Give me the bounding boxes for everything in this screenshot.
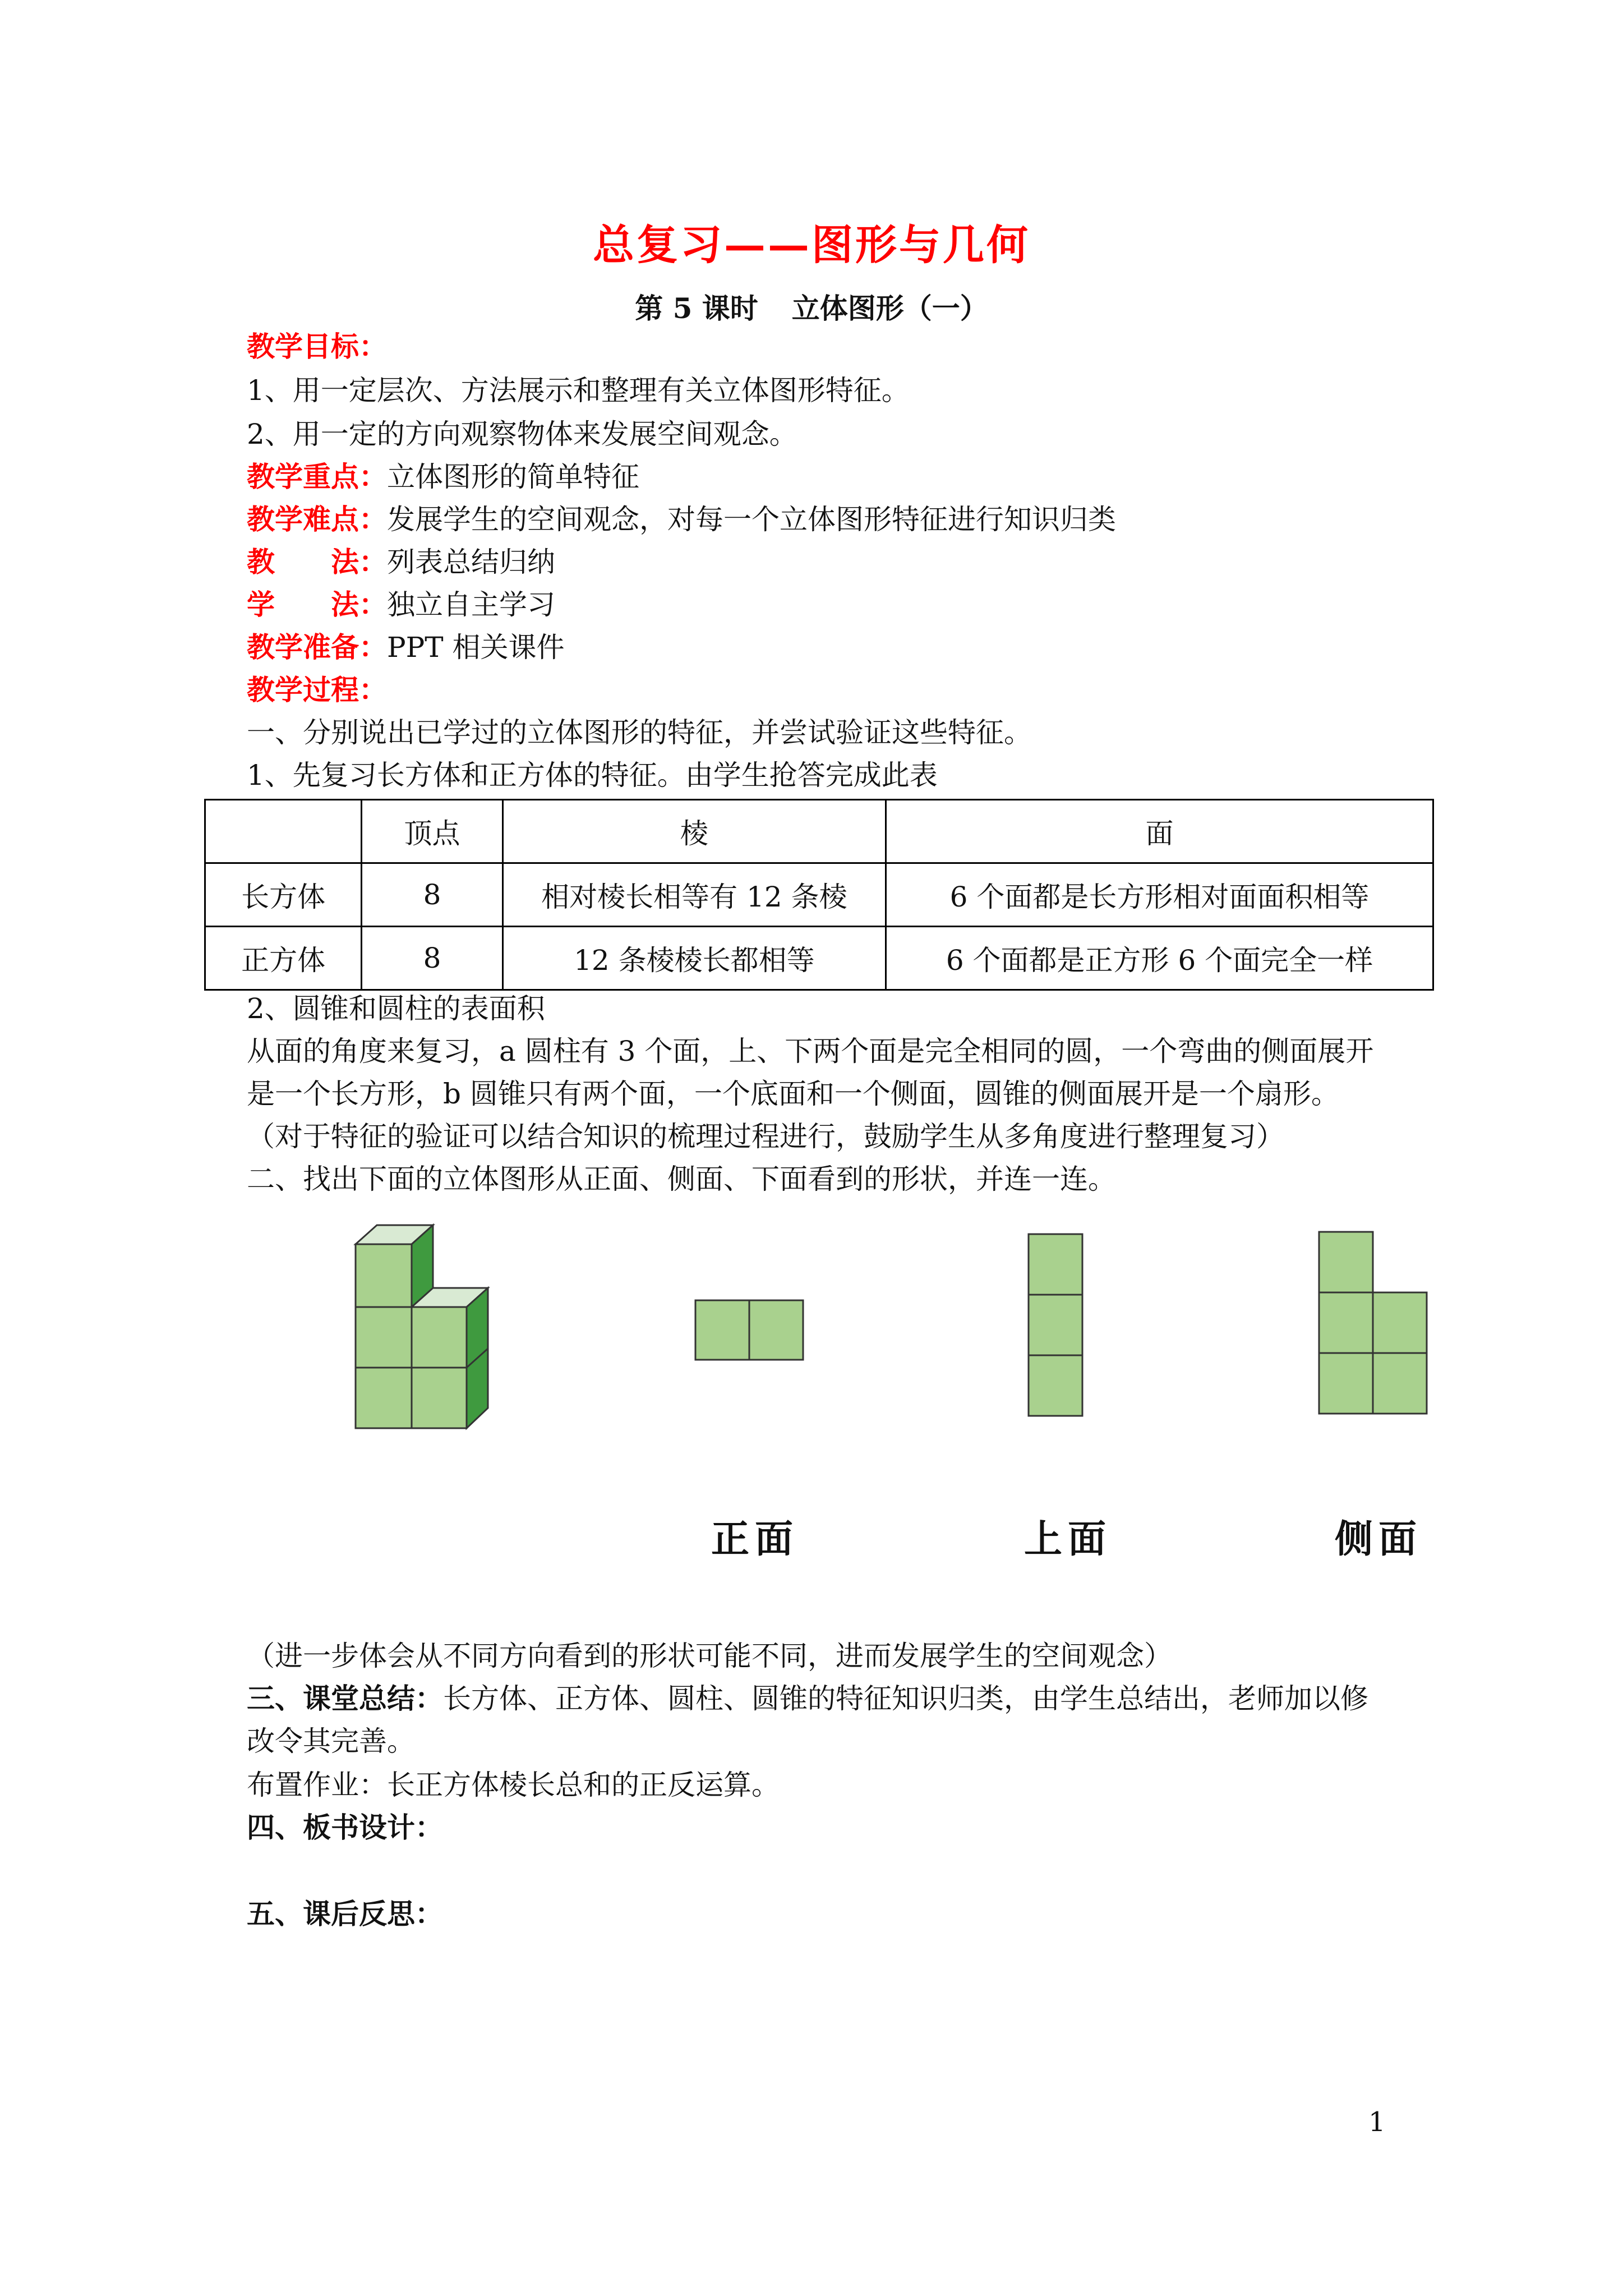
document-title: 总复习——图形与几何	[593, 221, 1030, 269]
part2-heading: 二、找出下面的立体图形从正面、侧面、下面看到的形状，并连一连。	[247, 1163, 1116, 1195]
cube-front-face	[412, 1368, 467, 1428]
view-square	[1029, 1355, 1082, 1416]
side-view-label: 侧面	[1335, 1517, 1423, 1562]
objective-item: 2、用一定的方向观察物体来发展空间观念。	[247, 418, 797, 450]
preparation-text: PPT 相关课件	[387, 631, 565, 664]
difficulty-text: 发展学生的空间观念，对每一个立体图形特征进行知识归类	[387, 503, 1116, 536]
table-header-cell: 面	[886, 800, 1433, 863]
stacked-cubes-figure	[356, 1225, 488, 1428]
teaching-method	[247, 544, 555, 580]
teaching-method-text: 列表总结归纳	[387, 546, 555, 578]
view-square	[1319, 1353, 1373, 1414]
preparation	[247, 629, 565, 665]
table-row	[205, 927, 1433, 990]
table-header-row	[205, 800, 1433, 863]
table-cell: 8	[362, 863, 502, 927]
homework: 布置作业：长正方体棱长总和的正反运算。	[247, 1769, 780, 1801]
difficulty-label: 教学难点：	[247, 503, 387, 536]
table-cell: 12 条棱棱长都相等	[502, 927, 886, 990]
side-view-shape	[1319, 1232, 1427, 1414]
paragraph-line: 是一个长方形，b 圆锥只有两个面，一个底面和一个侧面，圆锥的侧面展开是一个扇形。	[247, 1078, 1339, 1110]
objectives-heading	[247, 329, 387, 365]
view-square	[1373, 1292, 1427, 1353]
part1-item1: 1、先复习长方体和正方体的特征。由学生抢答完成此表	[247, 759, 938, 792]
cube-front-face	[356, 1368, 412, 1428]
part2-note: （进一步体会从不同方向看到的形状可能不同，进而发展学生的空间观念）	[247, 1640, 1172, 1672]
view-square	[1373, 1353, 1427, 1414]
summary-line	[247, 1681, 1368, 1717]
table-cell: 长方体	[205, 863, 362, 927]
cube-front-face	[412, 1307, 467, 1368]
process-heading	[247, 672, 387, 708]
table-cell: 6 个面都是长方形相对面面积相等	[886, 863, 1433, 927]
summary-line-2: 改令其完善。	[247, 1725, 415, 1757]
summary-label: 三、课堂总结：	[247, 1682, 443, 1715]
table-cell: 8	[362, 927, 502, 990]
table-header-cell: 棱	[502, 800, 886, 863]
table-header-cell	[205, 800, 362, 863]
part1-item2: 2、圆锥和圆柱的表面积	[247, 992, 545, 1025]
key-point	[247, 459, 639, 495]
view-square	[749, 1300, 803, 1360]
table-header-cell: 顶点	[362, 800, 502, 863]
summary-text: 长方体、正方体、圆柱、圆锥的特征知识归类，由学生总结出，老师加以修	[443, 1682, 1368, 1715]
front-view-label: 正面	[711, 1517, 799, 1562]
lesson-subtitle	[0, 286, 1623, 326]
view-square	[1029, 1295, 1082, 1355]
paragraph-line: 从面的角度来复习，a 圆柱有 3 个面，上、下两个面是完全相同的圆，一个弯曲的侧面展开	[247, 1035, 1374, 1068]
part1-heading: 一、分别说出已学过的立体图形的特征，并尝试验证这些特征。	[247, 716, 1032, 749]
difficulty	[247, 501, 1116, 537]
top-view-shape	[1029, 1234, 1082, 1416]
page-number: 1	[1368, 2106, 1386, 2138]
table-cell: 相对棱长相等有 12 条棱	[502, 863, 886, 927]
table-cell: 6 个面都是正方形 6 个面完全一样	[886, 927, 1433, 990]
features-table	[204, 799, 1434, 991]
table-cell: 正方体	[205, 927, 362, 990]
process-label: 教学过程：	[247, 673, 387, 706]
preparation-label: 教学准备：	[247, 631, 387, 664]
cube-front-face	[356, 1307, 412, 1368]
view-square	[1319, 1292, 1373, 1353]
cube-front-face	[356, 1244, 412, 1307]
key-point-text: 立体图形的简单特征	[387, 461, 639, 493]
reflection-heading: 五、课后反思：	[247, 1897, 443, 1930]
top-view-label: 上面	[1024, 1517, 1112, 1562]
front-view-shape	[695, 1300, 803, 1360]
learning-method	[247, 587, 555, 623]
key-point-label: 教学重点：	[247, 460, 387, 493]
paragraph-line: （对于特征的验证可以结合知识的梳理过程进行，鼓励学生从多角度进行整理复习）	[247, 1120, 1284, 1153]
board-design-heading: 四、板书设计：	[247, 1811, 443, 1844]
table-row	[205, 863, 1433, 927]
view-square	[1029, 1234, 1082, 1295]
view-square	[695, 1300, 749, 1360]
objective-item: 1、用一定层次、方法展示和整理有关立体图形特征。	[247, 374, 910, 407]
lesson-number: 第 5 课时	[635, 292, 758, 325]
learning-method-label: 学 法：	[247, 588, 387, 621]
learning-method-text: 独立自主学习	[387, 588, 555, 621]
lesson-topic: 立体图形（一）	[791, 292, 988, 325]
teaching-method-label: 教 法：	[247, 545, 387, 578]
objectives-label: 教学目标：	[247, 330, 387, 363]
view-square	[1319, 1232, 1373, 1292]
